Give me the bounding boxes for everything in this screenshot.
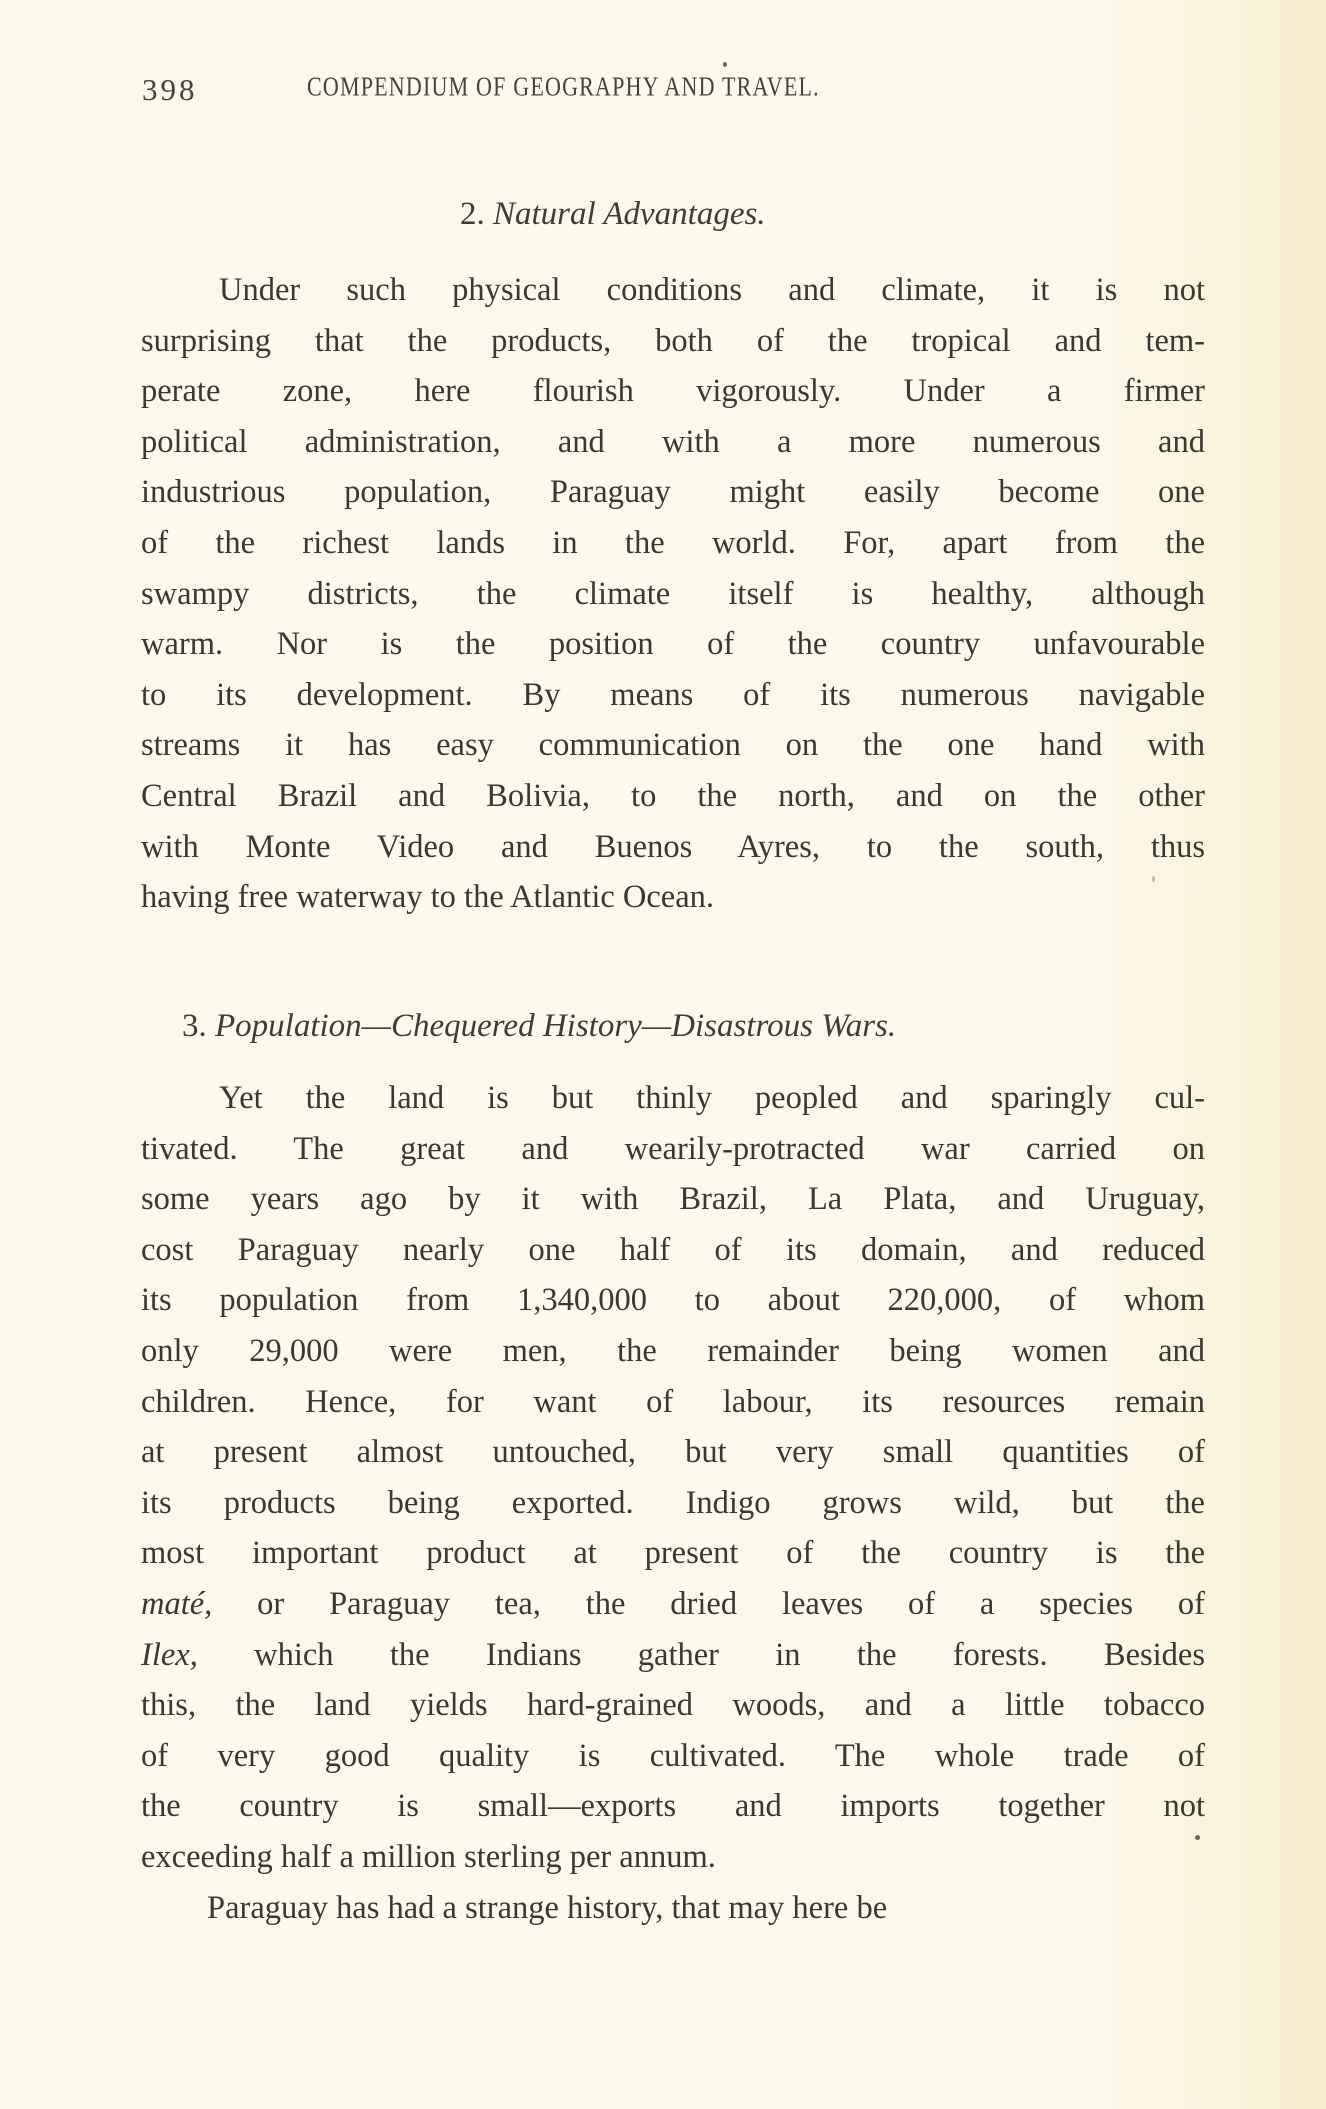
- text-line: at present almost untouched, but very small quantities of: [141, 1434, 1205, 1471]
- text-line: swampy districts, the climate itself is healthy, although: [141, 575, 1205, 612]
- text-line: industrious population, Paraguay might easily become one: [141, 474, 1205, 511]
- text-line: with Monte Video and Buenos Ayres, to the south, thus: [141, 828, 1205, 865]
- section-heading-3: [182, 1006, 896, 1046]
- section-number: 3.: [182, 1008, 207, 1044]
- text-fragment: which the Indians gather in the forests. Besides: [254, 1636, 1205, 1673]
- running-title: COMPENDIUM OF GEOGRAPHY AND TRAVEL.: [307, 70, 820, 102]
- text-line: children. Hence, for want of labour, its resources remain: [141, 1383, 1205, 1420]
- text-line: surprising that the products, both of the tropical and tem-: [141, 322, 1205, 359]
- text-line: Paraguay has had a strange history, that may here be: [207, 1889, 888, 1926]
- text-line: this, the land yields hard-grained woods, and a little tobacco: [141, 1687, 1205, 1724]
- text-line: tivated. The great and wearily-protracted war carried on: [141, 1130, 1205, 1167]
- text-line: only 29,000 were men, the remainder being women and: [141, 1332, 1205, 1369]
- print-mark-dot: [1152, 876, 1155, 882]
- italic-term-ilex: Ilex,: [141, 1636, 198, 1673]
- text-line: of the richest lands in the world. For, apart from the: [141, 524, 1205, 561]
- paragraph: [141, 1073, 1205, 1933]
- text-line: its products being exported. Indigo grows wild, but the: [141, 1484, 1205, 1521]
- text-line-with-italic: [141, 1579, 1205, 1630]
- page-number: 398: [142, 72, 198, 107]
- text-line: perate zone, here flourish vigorously. Under a firmer: [141, 373, 1205, 410]
- text-line: Yet the land is but thinly peopled and sparingly cul-: [219, 1080, 1205, 1116]
- text-line: Under such physical conditions and climate, it is not: [219, 272, 1205, 308]
- running-head: [142, 72, 1042, 108]
- text-line: its population from 1,340,000 to about 220,000, of whom: [141, 1282, 1205, 1319]
- text-line: warm. Nor is the position of the country unfavourable: [141, 626, 1205, 663]
- text-line: political administration, and with a more numerous and: [141, 423, 1205, 460]
- section-number: 2.: [460, 196, 485, 232]
- text-line: having free waterway to the Atlantic Ocean.: [141, 879, 715, 916]
- text-fragment: or Paraguay tea, the dried leaves of a species of: [257, 1585, 1205, 1622]
- italic-term-mate: maté,: [141, 1585, 213, 1622]
- text-line-with-italic: [141, 1630, 1205, 1681]
- text-line: cost Paraguay nearly one half of its domain, and reduced: [141, 1231, 1205, 1268]
- text-line: most important product at present of the country is the: [141, 1535, 1205, 1572]
- paragraph: [141, 265, 1205, 923]
- section-title: Natural Advantages.: [493, 196, 766, 232]
- print-mark-dot: [1195, 1835, 1200, 1840]
- text-line: exceeding half a million sterling per annum.: [141, 1838, 716, 1875]
- text-line: to its development. By means of its numerous navigable: [141, 676, 1205, 713]
- section-heading-2: [460, 194, 766, 234]
- text-line: of very good quality is cultivated. The whole trade of: [141, 1737, 1205, 1774]
- text-line: Central Brazil and Bolivia, to the north, and on the other: [141, 777, 1205, 814]
- text-line: streams it has easy communication on the one hand with: [141, 727, 1205, 764]
- text-line: some years ago by it with Brazil, La Plata, and Uruguay,: [141, 1181, 1205, 1218]
- section-title: Population—Chequered History—Disastrous Wars.: [215, 1008, 897, 1044]
- text-line: the country is small—exports and imports together not: [141, 1788, 1205, 1825]
